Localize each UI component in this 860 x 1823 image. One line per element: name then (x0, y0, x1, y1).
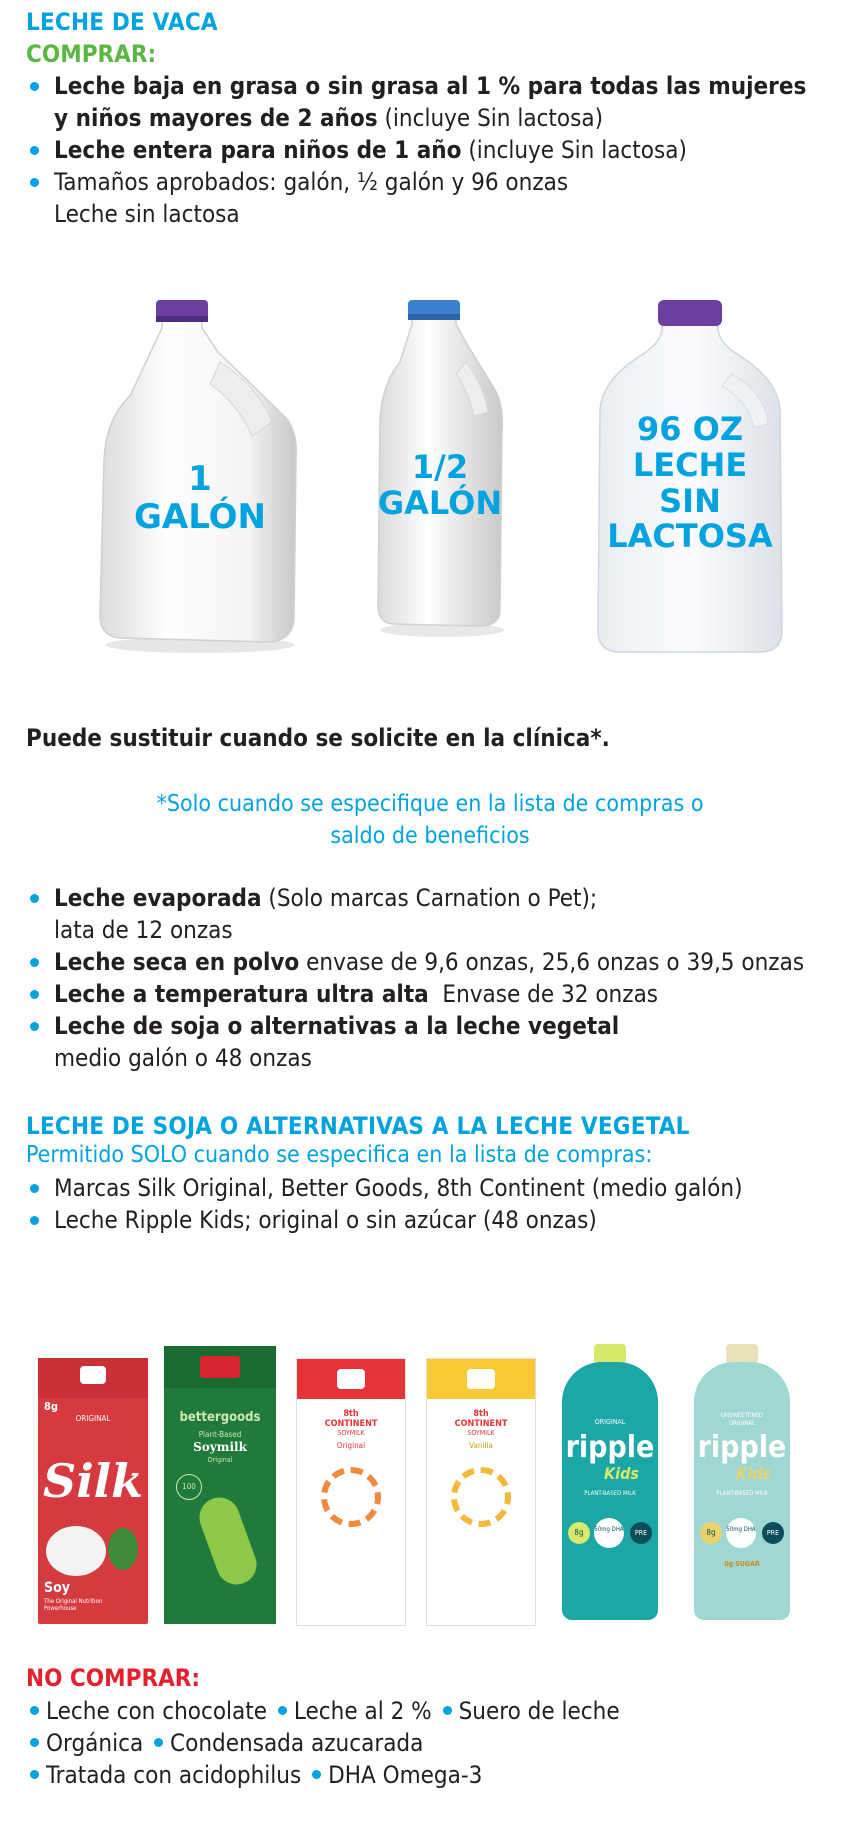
dha-badge: 50mg DHA (726, 1518, 756, 1548)
jug-label-line: LECHE (632, 445, 748, 484)
list-item (26, 1010, 856, 1074)
section-title-soy: LECHE DE SOJA O ALTERNATIVAS A LA LECHE VEGETAL (26, 1112, 690, 1140)
bottle-brand: ripple (697, 1430, 787, 1465)
prebiotic-badge: PRE (630, 1522, 652, 1544)
sun-icon (451, 1467, 511, 1527)
item-bold: Leche evaporada (54, 884, 262, 912)
bottle-flavor: UNSWEETENED (721, 1412, 763, 1419)
soybean-icon (108, 1528, 138, 1570)
dha-badge: 50mg DHA (594, 1518, 624, 1548)
carton-tagline: The Original Nutrition Powerhouse (44, 1598, 103, 1612)
do-not-buy-item: Suero de leche (458, 1697, 620, 1725)
substitute-note (0, 788, 860, 852)
carton-flavor: Vanilla (469, 1441, 493, 1450)
bottle-sub: PLANT-BASED MILK (716, 1490, 768, 1497)
ripple-original-bottle (554, 1344, 666, 1624)
do-not-buy-item: Orgánica (46, 1729, 144, 1757)
prebiotic-badge: PRE (762, 1522, 784, 1544)
jug-label-line: SIN (659, 481, 721, 520)
bullet-dot (30, 1770, 39, 1779)
list-item (26, 166, 826, 230)
jug-label-line: GALÓN (377, 483, 503, 522)
do-not-buy-item: Leche con chocolate (46, 1697, 268, 1725)
jug-label (590, 412, 790, 555)
carton-brand: CONTINENT (324, 1419, 378, 1429)
bottle-brand: ripple (565, 1430, 655, 1465)
list-item (26, 978, 856, 1010)
item-line2: Leche sin lactosa (54, 200, 240, 228)
carton-cap (200, 1356, 240, 1378)
item-bold: Leche de soja o alternativas a la leche vegetal (54, 1012, 620, 1040)
bullet-dot (312, 1770, 321, 1779)
item-rest: Tamaños aprobados: galón, ½ galón y 96 onzas (54, 168, 569, 196)
jug-label-line: 1 (188, 459, 212, 499)
do-not-buy-item: Condensada azucarada (170, 1729, 424, 1757)
item-rest: (Solo marcas Carnation o Pet); (261, 884, 598, 912)
list-item (26, 1172, 856, 1204)
jug-label-line: 96 OZ (636, 410, 744, 448)
list-item (26, 946, 856, 978)
item-bold: Leche seca en polvo (54, 948, 300, 976)
bottle-sub: PLANT-BASED MILK (584, 1490, 636, 1497)
jug-label-line: 1/2 (411, 448, 469, 486)
bettergoods-carton (164, 1346, 276, 1624)
jug-label (370, 450, 510, 522)
do-not-buy-row (26, 1759, 482, 1791)
cow-milk-list (26, 70, 826, 230)
bullet-dot (278, 1706, 287, 1715)
bottle-cap (594, 1344, 626, 1364)
carton-flavor: Original (207, 1456, 233, 1464)
carton-kind: Soy (44, 1580, 70, 1596)
carton-brand: CONTINENT (454, 1419, 508, 1429)
carton-cap (337, 1369, 365, 1389)
jug-label (120, 460, 280, 536)
carton-brand: 8th (343, 1409, 359, 1419)
do-not-buy-row (26, 1727, 423, 1759)
bottle-kids: Kids (604, 1464, 639, 1483)
item-bold: Leche a temperatura ultra alta (54, 980, 429, 1008)
sun-icon (321, 1467, 381, 1527)
do-not-buy-item: Leche al 2 % (293, 1697, 432, 1725)
item-rest: Leche Ripple Kids; original o sin azúcar (48 onzas) (54, 1206, 597, 1234)
half-gallon-jug (370, 300, 510, 640)
carton-name: Soymilk (193, 1440, 247, 1454)
ripple-unsweetened-bottle (686, 1344, 798, 1624)
bullet-dot (30, 1706, 39, 1715)
section-title-cow-milk: LECHE DE VACA (26, 8, 218, 36)
carton-brand: bettergoods (179, 1410, 261, 1425)
do-not-buy-title: NO COMPRAR: (26, 1664, 201, 1692)
soy-list (26, 1172, 856, 1236)
carton-name: SOYMILK (337, 1429, 365, 1437)
list-item (26, 70, 826, 134)
carton-cap (467, 1369, 495, 1389)
list-item (26, 134, 826, 166)
substitute-list (26, 882, 856, 1074)
jug-label-line: GALÓN (133, 497, 267, 538)
note-line: saldo de beneficios (330, 823, 530, 849)
sugar-badge: 0g SUGAR (724, 1560, 760, 1568)
protein-badge: 8g (568, 1522, 590, 1544)
bullet-dot (30, 1738, 39, 1747)
soybean-pod-icon (194, 1492, 262, 1590)
carton-flavor: Original (336, 1441, 366, 1450)
item-rest: Envase de 32 onzas (428, 980, 659, 1008)
protein-badge: 8g (44, 1400, 58, 1413)
jug-label-line: LACTOSA (607, 517, 773, 556)
carton-kind: Plant-Based (198, 1430, 242, 1439)
protein-badge: 8g (700, 1522, 722, 1544)
bullet-dot (443, 1706, 452, 1715)
item-rest: Marcas Silk Original, Better Goods, 8th Continent (medio galón) (54, 1174, 743, 1202)
item-line2: lata de 12 onzas (54, 916, 233, 944)
item-line2: medio galón o 48 onzas (54, 1044, 312, 1072)
substitute-heading: Puede sustituir cuando se solicite en la clínica*. (26, 724, 610, 752)
seal-badge: 100 (176, 1474, 202, 1500)
milk-splash-icon (46, 1526, 106, 1576)
carton-brand: Silk (42, 1454, 144, 1508)
lactose-free-jug (590, 300, 790, 660)
eighth-continent-original-carton (296, 1358, 406, 1626)
do-not-buy-item: Tratada con acidophilus (46, 1761, 302, 1789)
note-line: *Solo cuando se especifique en la lista de compras o (156, 791, 704, 817)
soy-subtitle: Permitido SOLO cuando se especifica en la lista de compras: (26, 1142, 653, 1168)
bottle-cap (726, 1344, 758, 1364)
item-bold: Leche entera para niños de 1 año (54, 136, 462, 164)
one-gallon-jug (90, 300, 310, 655)
bottle-kids: Kids (736, 1464, 771, 1483)
silk-carton (38, 1358, 148, 1624)
item-rest: (incluye Sin lactosa) (461, 136, 687, 164)
bullet-dot (154, 1738, 163, 1747)
item-rest: (incluye Sin lactosa) (377, 104, 603, 132)
do-not-buy-item: DHA Omega-3 (328, 1761, 483, 1789)
item-bold: Leche baja en grasa o sin grasa al 1 % para todas las mujeres y niños mayores de 2 años (54, 72, 807, 132)
item-rest: envase de 9,6 onzas, 25,6 onzas o 39,5 onzas (299, 948, 805, 976)
bottle-flavor: ORIGINAL (594, 1418, 626, 1426)
do-not-buy-row (26, 1695, 620, 1727)
carton-name: SOYMILK (467, 1429, 495, 1437)
bottle-flavor: ORIGINAL (728, 1420, 756, 1427)
carton-flavor: ORIGINAL (75, 1414, 111, 1423)
list-item (26, 1204, 856, 1236)
carton-brand: 8th (473, 1409, 489, 1419)
buy-label: COMPRAR: (26, 40, 157, 68)
carton-cap (80, 1366, 106, 1384)
list-item (26, 882, 856, 946)
eighth-continent-vanilla-carton (426, 1358, 536, 1626)
